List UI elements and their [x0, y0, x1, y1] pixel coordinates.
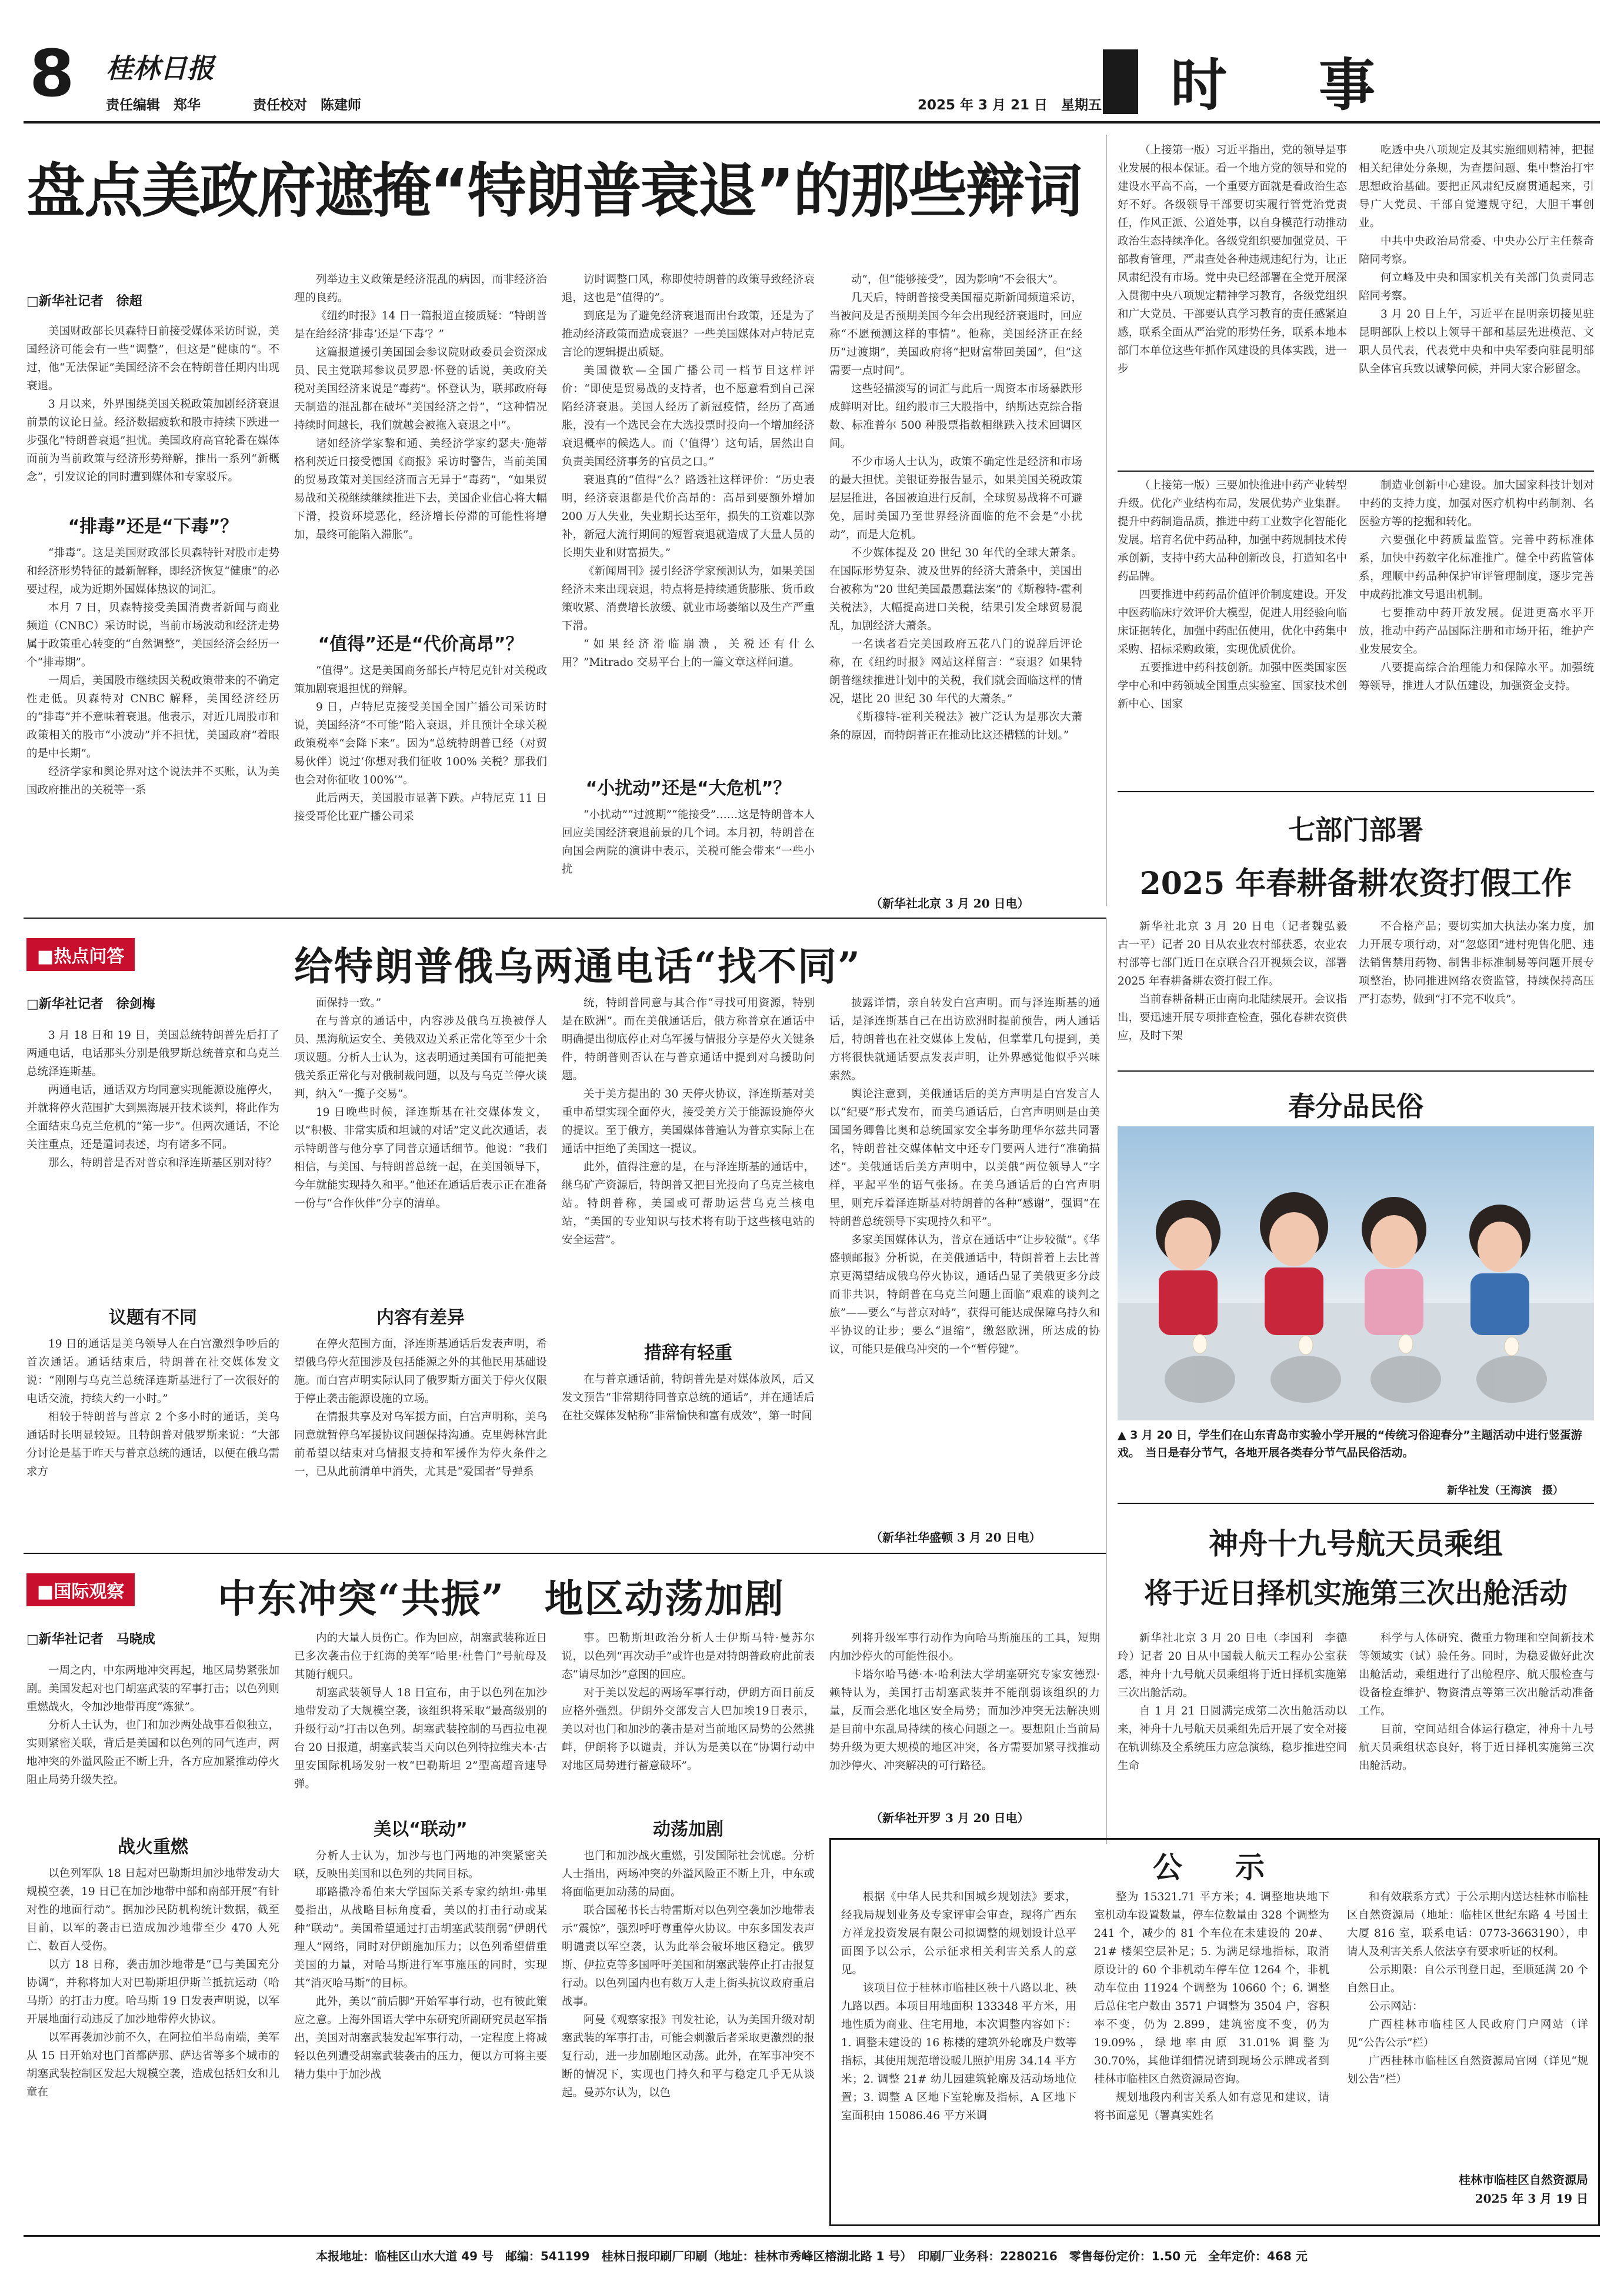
paragraph: 这篇报道援引美国国会参议院财政委员会资深成员、民主党联邦参议员罗恩·怀登的话说，美政府关税对美国经济来说是“毒药”。怀登认为，联邦政府每天制造的混乱都在破坏“美国经济之骨”，“这种情况持续时间越长，我们就越会被拖入衰退之中”。: [294, 346, 547, 432]
phone-col1b: [26, 1335, 279, 1544]
notice-date: 2025 年 3 月 19 日: [1475, 2191, 1588, 2206]
lead-subhead-1: “排毒”还是“下毒”？: [68, 516, 238, 537]
paragraph: 一周后，美国股市继续因关税政策带来的不确定性走低。贝森特对 CNBC 解释，美国经济经历的“排毒”并不意味着衰退。他表示，对近几周股市和政策相关的股市“小波动”并不担忧，美国政府“着眼的是中长期”。: [26, 675, 279, 760]
paragraph: 当前春耕备耕正由南向北陆续展开。会议指出，要迅速开展专项排查检查，强化春耕农资供应，及时下架: [1118, 993, 1347, 1042]
paragraph: 9 日，卢特尼克接受美国全国广播公司采访时说，美国经济“不可能”陷入衰退，并且预计全球关税政策税率“会降下来”。因为“总统特朗普已经（对贸易伙伴）说过‘你想对我们征收 100% 关税？那我们也会对你征收 100%’”。: [294, 701, 547, 786]
mideast-col4: [829, 1629, 1100, 1806]
farm-headline-2: 2025 年春耕备耕农资打假工作: [1139, 866, 1572, 902]
paragraph: 经济学家和舆论界对这个说法并不买账，认为美国政府推出的关税等一系: [26, 766, 279, 796]
mideast-col2b: [294, 1847, 547, 2211]
paragraph: “排毒”。这是美国财政部长贝森特针对股市走势和经济形势特征的最新解释，即经济恢复“健康”的必要过程，成为近期外国媒体热议的词汇。: [26, 547, 279, 596]
lead-col3: [562, 271, 815, 759]
paragraph: 一周之内，中东两地冲突再起，地区局势紧张加剧。美国发起对也门胡塞武装的军事打击；以色列则重燃战火，令加沙地带再度“炼狱”。: [26, 1664, 279, 1713]
paragraph: 整为 15321.71 平方米；4. 调整地块地下室机动车设置数量，停车位数量由 328 个调整为 241 个，减少的 81 个车位在未建设的 20#、21# 楼架空层补足；5. 为满足绿地指标，取消原设计的 60 个非机动车停车位 1264 个，非机动车位由 11924 个调整为 10660 个；6. 调整后总住宅户数由 3571 户调整为 3504 户，容积率不变，仍为 2.899，建筑密度不变，仍为 19.09%，绿地率由原 31.01% 调整为 30.70%，其他详细情况请到现场公示牌或者到桂林市临桂区自然资源局咨询。: [1094, 1891, 1329, 2086]
paragraph: 分析人士认为，也门和加沙两处战事看似独立，实则紧密关联，背后是美国和以色列的同气连声，两地冲突的外溢风险正不断上升，各方应加紧推动停火阻止局势升级失控。: [26, 1719, 279, 1786]
mideast-subhead-3: 动荡加剧: [653, 1819, 723, 1840]
paragraph: 自 1 月 21 日圆满完成第二次出舱活动以来，神舟十九号航天员乘组先后开展了安全对接在轨训练及全系统压力应急演练，稳步推进空间生命: [1118, 1705, 1347, 1772]
paragraph: 广西桂林市临桂区自然资源局官网（详见“规划公告”栏）: [1347, 2055, 1588, 2086]
photo-title: 春分品民俗: [1288, 1090, 1423, 1122]
section-marker: [1103, 49, 1138, 114]
paragraph: 也门和加沙战火重燃，引发国际社会忧虑。分析人士指出，两场冲突的外溢风险正不断上升，中东或将面临更加动荡的局面。: [562, 1850, 815, 1899]
phone-col3b: [562, 1370, 815, 1544]
notice-col3: [1347, 1888, 1588, 2159]
paragraph: 和有效联系方式）于公示期内送达桂林市临桂区自然资源局（地址：临桂区世纪东路 4 号国土大厦 816 室，联系电话：0773-3663190），申请人及利害关系人依法享有要求听证的权利。: [1347, 1891, 1588, 1958]
paragraph: 四要推进中药药品价值评价制度建设。开发中医药临床疗效评价大模型，促进人用经验向临床证据转化，加强中药配伍使用，优化中药集中采购、招标采购政策，实现优质优价。: [1118, 589, 1347, 656]
footer-info: 本报地址：临桂区山水大道 49 号 邮编：541199 桂林日报印刷厂印刷（地址：桂林市秀峰区榕湖北路 1 号） 印刷厂业务科：2280216 零售每份定价：1.50 元 全年定价：468 元: [316, 2249, 1308, 2263]
tag-hot-qa: ■热点问答: [26, 938, 135, 971]
mideast-col3: [562, 1629, 815, 1806]
paragraph: 3 月以来，外界围绕美国关税政策加剧经济衰退前景的议论日益。经济数据疲软和股市持续下跌进一步强化“特朗普衰退”担忧。美国政府高官轮番在媒体面前为当前政策与经济形势辩解，推出一系列“新概念”，引发议论的同时遭到媒体和专家驳斥。: [26, 398, 279, 483]
paragraph: 《纽约时报》14 日一篇报道直接质疑：“特朗普是在给经济‘排毒’还是‘下毒’？”: [294, 310, 547, 341]
paragraph: 内的大量人员伤亡。作为回应，胡塞武装称近日已多次袭击位于红海的美军“哈里·杜鲁门”号航母及其随行舰只。: [294, 1632, 547, 1681]
issue-date: 2025 年 3 月 21 日 星期五: [918, 98, 1102, 113]
paragraph: 一名读者看完美国政府五花八门的说辞后评论称，在《纽约时报》网站这样留言：“衰退？如果特朗普继续推进计划中的关税，我们就会面临这样的情况，堪比 20 世纪 30 年代的大萧条。”: [829, 638, 1082, 705]
tag-intl-observe: ■国际观察: [26, 1573, 135, 1606]
paragraph: 3 月 18 日和 19 日，美国总统特朗普先后打了两通电话，电话那头分别是俄罗斯总统普京和乌克兰总统泽连斯基。: [26, 1029, 279, 1078]
cont2-col2: [1359, 476, 1594, 782]
lead-col1b: [26, 544, 279, 894]
notice-signer: 桂林市临桂区自然资源局: [1459, 2173, 1588, 2187]
phone-subhead-3: 措辞有轻重: [644, 1343, 732, 1363]
paragraph: 舆论注意到，美俄通话后的美方声明是白宫发言人以“纪要”形式发布，而美乌通话后，白宫声明则是由美国国务卿鲁比奥和总统国家安全事务助理华尔兹共同署名，特朗普社交媒体帖文中还专门要两人进行“准确描述”。美俄通话后美方声明中，以美俄“两位领导人”字样，平起平坐的语气张扬。在美乌通话后的白宫声明里，则充斥着泽连斯基对特朗普的各种“感谢”，强调“在特朗普总统领导下实现持久和平”。: [829, 1088, 1100, 1228]
phone-col4: [829, 994, 1100, 1523]
lead-signature: （新华社北京 3 月 20 日电）: [871, 896, 1029, 910]
paragraph: 八要提高综合治理能力和保障水平。加强统筹领导，推进人才队伍建设，加强资金支持。: [1359, 662, 1594, 692]
paragraph: 不合格产品；要切实加大执法办案力度，加力开展专项行动，对“忽悠团”进村兜售化肥、违法销售禁用药物、制售非标准制易等问题开展专项整治，协同推进网络农资监管，持续保持高压严打态势，做到“打不完不收兵”。: [1359, 920, 1594, 1006]
paragraph: 公示期限：自公示刊登日起，至顺延满 20 个自然日止。: [1347, 1964, 1588, 1994]
paragraph: 披露详情，亲自转发白宫声明。而与泽连斯基的通话，是泽连斯基自己在出访欧洲时提前预告，两人通话后，特朗普也在社交媒体上发帖，但掌掌几句提到，美方将很快就通话要点发表声明，让外界感觉他似乎兴味索然。: [829, 997, 1100, 1082]
lead-col3b: “小扰动”“过渡期”“能接受”……这是特朗普本人回应美国经济衰退前景的几个词。本月初，特朗普在向国会两院的演讲中表示，关税可能会带来“一些小扰: [562, 809, 815, 876]
paragraph: 新华社北京 3 月 20 日电（李国利 李德玲）记者 20 日从中国载人航天工程办公室获悉，神舟十九号航天员乘组将于近日择机实施第三次出舱活动。: [1118, 1632, 1347, 1699]
paragraph: 此外，值得注意的是，在与泽连斯基的通话中，继乌矿产资源后，特朗普又把目光投向了乌克兰核电站。特朗普称，美国或可帮助运营乌克兰核电站，“美国的专业知识与技术将有助于这些核电站的安全运营”。: [562, 1161, 815, 1246]
paragraph: 以色列军队 18 日起对巴勒斯坦加沙地带发动大规模空袭，19 日已在加沙地带中部和南部开展“有针对性的地面行动”。据加沙民防机构统计数据，截至目前，以军的袭击已造成加沙地带至少 470 人死亡、数百人受伤。: [26, 1867, 279, 1953]
paragraph: 列举边主义政策是经济混乱的病因，而非经济治理的良药。: [294, 273, 547, 304]
paragraph: 在与普京的通话中，内容涉及俄乌互换被俘人员、黑海航运安全、美俄双边关系正常化等至少十余项议题。分析人士认为，这表明通过美国有可能把美俄关系正常化与对俄制裁问题，以及与乌克兰停火谈判，纳入“一揽子交易”。: [294, 1015, 547, 1100]
paragraph: 联合国秘书长古特雷斯对以色列空袭加沙地带表示“震惊”，强烈呼吁尊重停火协议。中东多国发表声明谴责以军空袭，认为此举会破坏地区稳定。俄罗斯、伊拉克等多国呼吁美国和胡塞武装停止打击报复行动。以色列国内也有数万人走上街头抗议政府重启战事。: [562, 1904, 815, 2008]
paragraph: 吃透中央八项规定及其实施细则精神，把握相关纪律处分条规，为查摆问题、集中整治打牢思想政治基础。要把正风肃纪反腐贯通起来，引导广大党员、干部自觉遵规守纪，大胆干事创业。: [1359, 144, 1594, 229]
notice-col2: [1094, 1888, 1329, 2217]
farm-col2: [1359, 918, 1594, 1065]
paragraph: 对于美以发起的两场军事行动，伊朗方面日前反应格外强烈。伊朗外交部发言人巴加埃19日表示，美以对也门和加沙的袭击是对当前地区局势的公然挑衅，伊朗将予以谴责，并认为是美以在“协调行动中对地区局势进行蓄意破坏”。: [562, 1687, 815, 1772]
phone-subhead-2: 内容有差异: [376, 1307, 465, 1328]
editor-credit: 责任编辑 郑华: [106, 98, 201, 113]
paragraph: 目前，空间站组合体运行稳定，神舟十九号航天员乘组状态良好，将于近日择机实施第三次出舱活动。: [1359, 1723, 1594, 1772]
paragraph: 广西桂林市临桂区人民政府门户网站（详见“公告公示”栏）: [1347, 2019, 1588, 2049]
phone-byline: □新华社记者 徐剑梅: [26, 997, 155, 1012]
paragraph: 根据《中华人民共和国城乡规划法》要求，经我局规划业务及专家评审会审查，现将广西东方祥龙投资发展有限公司拟调整的规划设计总平面图予以公示，公示征求相关利害关系人的意见。: [841, 1891, 1076, 1976]
paragraph: 几天后，特朗普接受美国福克斯新闻频道采访，当被问及是否预期美国今年会出现经济衰退时，回应称“不愿预测这样的事情”。他称，美国经济正在经历“过渡期”，美国政府将“把财富带回美国”，但“这需要一点时间”。: [829, 292, 1082, 377]
paragraph: 19 日晚些时候，泽连斯基在社交媒体发文，以“积极、非常实质和坦诚的对话”定义此次通话，表示特朗普与他分享了同普京通话细节。他说：“我们相信，与美国、与特朗普总统一起，在美国领导下，今年就能实现持久和平。”他还在通话后表示正在准备一份与“合作伙伴”分享的清单。: [294, 1106, 547, 1210]
shenzhou-col2: [1359, 1629, 1594, 1829]
phone-col2: [294, 994, 547, 1288]
phone-subhead-1: 议题有不同: [109, 1307, 197, 1328]
mideast-col3b: [562, 1847, 815, 2211]
paragraph: 美国微软—全国广播公司一档节目这样评价：“即使是贸易战的支持者，也不愿意看到自己深陷经济衰退。美国人经历了新冠疫情，经历了高通胀，没有一个选民会在大选投票时投向一个增加经济衰退概率的候选人。而（‘值得’）这句话，居然出自负责美国经济事务的官员之口。”: [562, 365, 815, 468]
paragraph: 关于美方提出的 30 天停火协议，泽连斯基对美重申希望实现全面停火，接受美方关于能源设施停火的提议。至于俄方，美国媒体普遍认为普京实际上在通话中拒绝了美国这一提议。: [562, 1088, 815, 1155]
paragraph: 科学与人体研究、微重力物理和空间新技术等领域实（试）验任务。同时，为稳妥做好此次出舱活动，乘组进行了出舱程序、航天服检查与设备检查维护、物资清点等第三次出舱活动准备工作。: [1359, 1632, 1594, 1717]
farm-headline-1: 七部门部署: [1288, 814, 1423, 846]
lead-headline: 盘点美政府遮掩“特朗普衰退”的那些辩词: [26, 156, 1082, 225]
paragraph: 《斯穆特-霍利关税法》被广泛认为是那次大萧条的原因，而特朗普正在推动比这还槽糕的计划。”: [829, 711, 1082, 742]
paragraph: 新华社北京 3 月 20 日电（记者魏弘毅 古一平）记者 20 日从农业农村部获悉，农业农村部等七部门近日在京联合召开视频会议，部署 2025 年春耕备耕农资打假工作。: [1118, 920, 1358, 988]
paragraph: 列将升级军事行动作为向哈马斯施压的工具，短期内加沙停火的可能性很小。: [829, 1632, 1100, 1663]
paragraph: 3 月 20 日上午，习近平在昆明亲切接见驻昆明部队上校以上领导干部和基层先进模范、文职人员代表，代表党中央和中央军委向驻昆明部队全体官兵致以诚挚问候，并同大家合影留念。: [1359, 308, 1594, 375]
paragraph: 《新闻周刊》援引经济学家预测认为，如果美国经济未来出现衰退，特点将是持续通货膨胀、货币政策收紧、消费增长放缓、就业市场萎缩以及生产严重下滑。: [562, 565, 815, 632]
paragraph: 胡塞武装领导人 18 日宣布，由于以色列在加沙地带发动了大规模空袭，该组织将采取“最高级别的升级行动”打击以色列。胡塞武装控制的马西拉电视台 20 日报道，胡塞武装当天向以色列特拉维夫本·古里安国际机场发射一枚“巴勒斯坦 2”型高超音速导弹。: [294, 1687, 547, 1790]
paragraph: 以方 18 日称，袭击加沙地带是“已与美国充分协调”，并称将加大对巴勒斯坦伊斯兰抵抗运动（哈马斯）的打击力度。哈马斯 19 日发表声明说，以军开展地面行动违反了加沙地带停火协议。: [26, 1959, 279, 2026]
paragraph: 那么，特朗普是否对普京和泽连斯基区别对待？: [48, 1157, 277, 1169]
lead-col2b: [294, 662, 547, 894]
paragraph: 阿曼《观察家报》刊发社论，认为美国升级对胡塞武装的军事打击，可能会刺激后者采取更激烈的报复行动，进一步加剧地区动荡。此外，在军事冲突不断的情况下，实现也门持久和平与稳定几乎无从谈起。曼苏尔认为，以色: [562, 2014, 815, 2099]
paragraph: 耶路撒冷希伯来大学国际关系专家约纳坦·弗里曼指出，从战略目标角度看，美以的打击行动或某种“联动”。美国希望通过打击胡塞武装削弱“伊朗代理人”网络，同时对伊朗施加压力；以色列希望借重美国的力量，对哈马斯进行军事施压的同时，实现其“消灭哈马斯”的目标。: [294, 1886, 547, 1990]
paragraph: 统，特朗普同意与其合作“寻找可用资源，特别是在欧洲”。而在美俄通话后，俄方称普京在通话中明确提出彻底停止对乌军援与情报分享是停火关键条件，特朗普则否认在与普京通话中提到对乌援助问题。: [562, 997, 815, 1082]
paragraph: 中共中央政治局常委、中央办公厅主任蔡奇陪同考察。: [1359, 235, 1594, 266]
photo-credit: 新华社发（王海滨 摄）: [1447, 1485, 1563, 1497]
phone-signature: （新华社华盛顿 3 月 20 日电）: [871, 1530, 1041, 1545]
paragraph: 不少市场人士认为，政策不确定性是经济和市场的最大担忧。美银证券报告显示，如果美国关税政策层层推进，各国被迫进行反制，全球贸易战将不可避免，届时美国乃至世界经济面临的危不会是“小扰动”，而是大危机。: [829, 456, 1082, 541]
shenzhou-headline-1: 神舟十九号航天员乘组: [1209, 1527, 1503, 1561]
lead-col1: [26, 322, 279, 499]
paragraph: 相较于特朗普与普京 2 个多小时的通话，美乌通话时长明显较短。且特朗普对俄罗斯来说：“大部分讨论是基于昨天与普京总统的通话，以便在俄乌需求方: [26, 1411, 279, 1478]
lead-subhead-3: “小扰动”还是“大危机”？: [585, 778, 791, 799]
page-number: 8: [29, 36, 75, 111]
mideast-col1b: [26, 1864, 279, 2211]
paragraph: 在停火范围方面，泽连斯基通话后发表声明，希望俄乌停火范围涉及包括能源之外的其他民用基础设施。而白宫声明实际认同了俄罗斯方面关于停火仅限于停止袭击能源设施的立场。: [294, 1338, 547, 1405]
paragraph: 此后两天，美国股市显著下跌。卢特尼克 11 日接受哥伦比亚广播公司采: [294, 792, 547, 823]
proof-credit: 责任校对 陈建师: [253, 98, 361, 113]
paragraph: 诸如经济学家黎和通、美经济学家约瑟夫·施蒂格利茨近日接受德国《商报》采访时警告，当前美国的贸易政策对美国经济而言无异于“毒药”，“如果贸易战和关税继续继续推进下去，美国企业信心将大幅下滑，投资环境恶化，经济增长停滞的可能性将增加，最终可能陷入滞胀”。: [294, 438, 547, 541]
spring-equinox-photo: [1118, 1126, 1594, 1420]
paper-name: 桂林日报: [106, 52, 214, 84]
paragraph: 规划地段内利害关系人如有意见和建议，请将书面意见（署真实姓名: [1094, 2091, 1329, 2122]
shenzhou-col1: [1118, 1629, 1347, 1829]
mideast-subhead-1: 战火重燃: [118, 1837, 188, 1857]
paragraph: 何立峰及中央和国家机关有关部门负责同志陪同考察。: [1359, 272, 1594, 302]
shenzhou-headline-2: 将于近日择机实施第三次出舱活动: [1143, 1577, 1568, 1610]
section-title: 时 事: [1171, 52, 1393, 118]
paragraph: 制造业创新中心建设。加大国家科技计划对中药的支持力度，加强对医疗机构中药制剂、名医验方等的挖掘和转化。: [1359, 479, 1594, 528]
paragraph: 两通电话，通话双方均同意实现能源设施停火，并就将停火范围扩大到黑海展开技术谈判，将此作为全面结束乌克兰危机的“第一步”。但两次通话，不论关注重点，还是遣词表述，均有诸多不同。: [26, 1084, 279, 1151]
paragraph: 卡塔尔哈马德·本·哈利法大学胡塞研究专家安德烈·赖特认为，美国打击胡塞武装并不能削弱该组织的力量，反而会恶化地区安全局势；而加沙冲突无法解决则是目前中东乱局持续的核心问题之一。要想阻止当前局势升级为更大规模的地区冲突，各方需要加紧寻找推动加沙停火、冲突解决的可行路径。: [829, 1669, 1100, 1772]
paragraph: 在情报共享及对乌军援方面，白宫声明称，美乌同意就暂停乌军援协议问题保持沟通。克里姆林宫此前希望以结束对乌情报支持和军援作为停火条件之一，已从此前清单中消失，尤其是“爱国者”导弹系: [294, 1411, 547, 1478]
cont1-col1: [1118, 141, 1347, 471]
mideast-signature: （新华社开罗 3 月 20 日电）: [871, 1811, 1029, 1825]
lead-subhead-2: “值得”还是“代价高昂”？: [318, 634, 523, 655]
lead-byline: □新华社记者 徐超: [26, 294, 142, 309]
paragraph: 此外，美以“前后脚”开始军事行动，也有彼此策应之意。上海外国语大学中东研究所副研究员赵军指出，美国对胡塞武装发起军事行动，一定程度上将减轻以色列遭受胡塞武装袭击的压力，便以方可将主要精力集中于加沙战: [294, 1996, 547, 2081]
phone-col2b: [294, 1335, 547, 1544]
paragraph: 面保持一致。”: [316, 997, 382, 1009]
paragraph: 本月 7 日，贝森特接受美国消费者新闻与商业频道（CNBC）采访时说，当前市场波动和经济走势属于政策重心转变的“自然调整”，美国经济会经历一个“排毒期”。: [26, 602, 279, 669]
paragraph: 衰退真的“值得”么？路透社这样评价：“历史表明，经济衰退都是代价高昂的：高昂到要额外增加 200 万人失业，失业期长达至年，损失的工资难以弥补，新冠大流行期间的短暂衰退就造成了大量人员的长期失业和财富损失。”: [562, 474, 815, 559]
paragraph: “值得”。这是美国商务部长卢特尼克针对关税政策加剧衰退担忧的辩解。: [294, 665, 547, 695]
paragraph: （上接第一版）三要加快推进中药产业转型升级。优化产业结构布局，发展优势产业集群。提升中药制造品质，推进中药工业数字化智能化发展。培育名优中药品种，加强中药规制技术传承创新，支持中药大品种创新改良，打造知名中药品牌。: [1118, 479, 1347, 583]
paragraph: 19 日的通话是美乌领导人在白宫激烈争吵后的首次通话。通话结束后，特朗普在社交媒体发文说：“刚刚与乌克兰总统泽连斯基进行了一次很好的电话交流，持续大约一小时。”: [26, 1338, 279, 1405]
notice-title: 公 示: [1153, 1850, 1276, 1884]
paragraph: 该项目位于桂林市临桂区秧十八路以北、秧九路以西。本项目用地面积 133348 平方米，用地性质为商业、住宅用地，本次调整内容如下：1. 调整未建设的 16 栋楼的建筑外轮廓及户数等指标，其使用规范增设暖儿照护用房 34.14 平方米；2. 调整 21# 幼儿园建筑轮廓及活动场地位置；3. 调整 A 区地下室轮廓及指标，A 区地下室面积由 15086.46 平方米调: [841, 1982, 1076, 2122]
paragraph: 访时调整口风，称即使特朗普的政策导致经济衰退，这也是“值得的”。: [562, 273, 815, 304]
cont2-col1: [1118, 476, 1347, 782]
mideast-col1: [26, 1662, 279, 1820]
notice-col1: [841, 1888, 1076, 2217]
paragraph: 这些轻描淡写的词汇与此后一周资本市场暴跌形成鲜明对比。纽约股市三大股指中，纳斯达克综合指数、标准普尔 500 种股票指数相继跌入技术回调区间。: [829, 383, 1082, 450]
paragraph: 六要强化中药质量监管。完善中药标准体系，加快中药数字化标准推广。健全中药监管体系，理顺中药品种保护审评管理制度，逐步完善中成药批准文号退出机制。: [1359, 534, 1594, 601]
paragraph: 以军再袭加沙前不久，在阿拉伯半岛南端，美军从 15 日开始对也门首都萨那、萨达省等多个城市的胡塞武装控制区发起大规模空袭，造成包括妇女和儿童在: [26, 2032, 279, 2099]
photo-caption: ▲ 3 月 20 日，学生们在山东青岛市实验小学开展的“传统习俗迎春分”主题活动中进行竖蛋游戏。 当日是春分节气，各地开展各类春分节气品民俗活动。: [1118, 1429, 1582, 1459]
paragraph: 在与普京通话前，特朗普先是对媒体放风，后又发文预告“非常期待同普京总统的通话”，并在通话后在社交媒体发帖称“非常愉快和富有成效”，第一时间: [562, 1373, 815, 1422]
farm-col1: [1118, 918, 1358, 1065]
paragraph: “如果经济滑临崩溃，关税还有什么用？”Mitrado 交易平台上的一篇文章这样问道。: [562, 638, 815, 669]
paragraph: 动”，但“能够接受”，因为影响“不会很大”。: [851, 273, 1064, 286]
paragraph: 多家美国媒体认为，普京在通话中“让步较微”。《华盛顿邮报》分析说，在美俄通话中，特朗普着上去比普京更渴望结成俄乌停火协议，通话凸显了美俄更多分歧而非共识，特朗普在乌克兰问题上面临“艰难的谈判之旅”——要么“与普京对峙”，获得可能达成保障乌持久和平协议的让步；要么“退缩”，缴怒欧洲，所达成的协议，可能只是俄乌冲突的一个“暂停键”。: [829, 1234, 1100, 1356]
paragraph: 五要推进中药科技创新。加强中医类国家医学中心和中药领域全国重点实验室、国家技术创新中心、国家: [1118, 662, 1347, 710]
paragraph: 事。巴勒斯坦政治分析人士伊斯马特·曼苏尔说，以色列“再次动手”或许也是对特朗普政府此前表态“请尽加沙”意图的回应。: [562, 1632, 815, 1681]
mideast-subhead-2: 美以“联动”: [374, 1819, 468, 1840]
phone-col1: [26, 1026, 279, 1285]
lead-col4: [829, 271, 1082, 894]
phone-col3: [562, 994, 815, 1323]
mideast-col2: [294, 1629, 547, 1806]
mideast-headline: 中东冲突“共振” 地区动荡加剧: [218, 1576, 785, 1622]
paragraph: （上接第一版）习近平指出，党的领导是事业发展的根本保证。看一个地方党的领导和党的建设水平高不高，一个重要方面就是看政治生态好不好。各级领导干部要切实履行管党治党责任，作风正派、公道处事，以自身模范行动推动政治生态持续净化。各级党组织要加强党员、干部教育管理，严肃查处各种违规违纪行为，让正风肃纪没有市场。党中央已经部署在全党开展深入贯彻中央八项规定精神学习教育，各级党组织和广大党员、干部要认真学习教育的责任感紧迫感，联系全面从严治党的形势任务，联系本地本部门本单位这些年抓作风建设的具体实践，进一步: [1118, 144, 1347, 375]
paragraph: 七要推动中药开放发展。促进更高水平开放，推动中药产品国际注册和市场开拓，维护产业发展安全。: [1359, 607, 1594, 656]
lead-col2: [294, 271, 547, 618]
paragraph: 到底是为了避免经济衰退而出台政策，还是为了推动经济政策而造成衰退？一些美国媒体对卢特尼克言论的逻辑提出质疑。: [562, 310, 815, 359]
cont1-col2: [1359, 141, 1594, 471]
phone-headline: 给特朗普俄乌两通电话“找不同”: [294, 943, 861, 989]
paragraph: 美国财政部长贝森特日前接受媒体采访时说，美国经济可能会有一些“调整”，但这是“健康的”。不过，他“无法保证”美国经济不会在特朗普任期内出现衰退。: [26, 325, 279, 392]
paragraph: 不少媒体提及 20 世纪 30 年代的全球大萧条。在国际形势复杂、波及世界的经济大萧条中，美国出台被称为“20 世纪美国最愚蠢法案”的《斯穆特-霍利关税法》，大幅提高进口关税，结果引发全球贸易混乱，加剧经济大萧条。: [829, 547, 1082, 632]
paragraph: 公示网站：: [1369, 2000, 1423, 2013]
mideast-byline: □新华社记者 马晓成: [26, 1632, 155, 1647]
paragraph: 分析人士认为，加沙与也门两地的冲突紧密关联，反映出美国和以色列的共同目标。: [294, 1850, 547, 1880]
